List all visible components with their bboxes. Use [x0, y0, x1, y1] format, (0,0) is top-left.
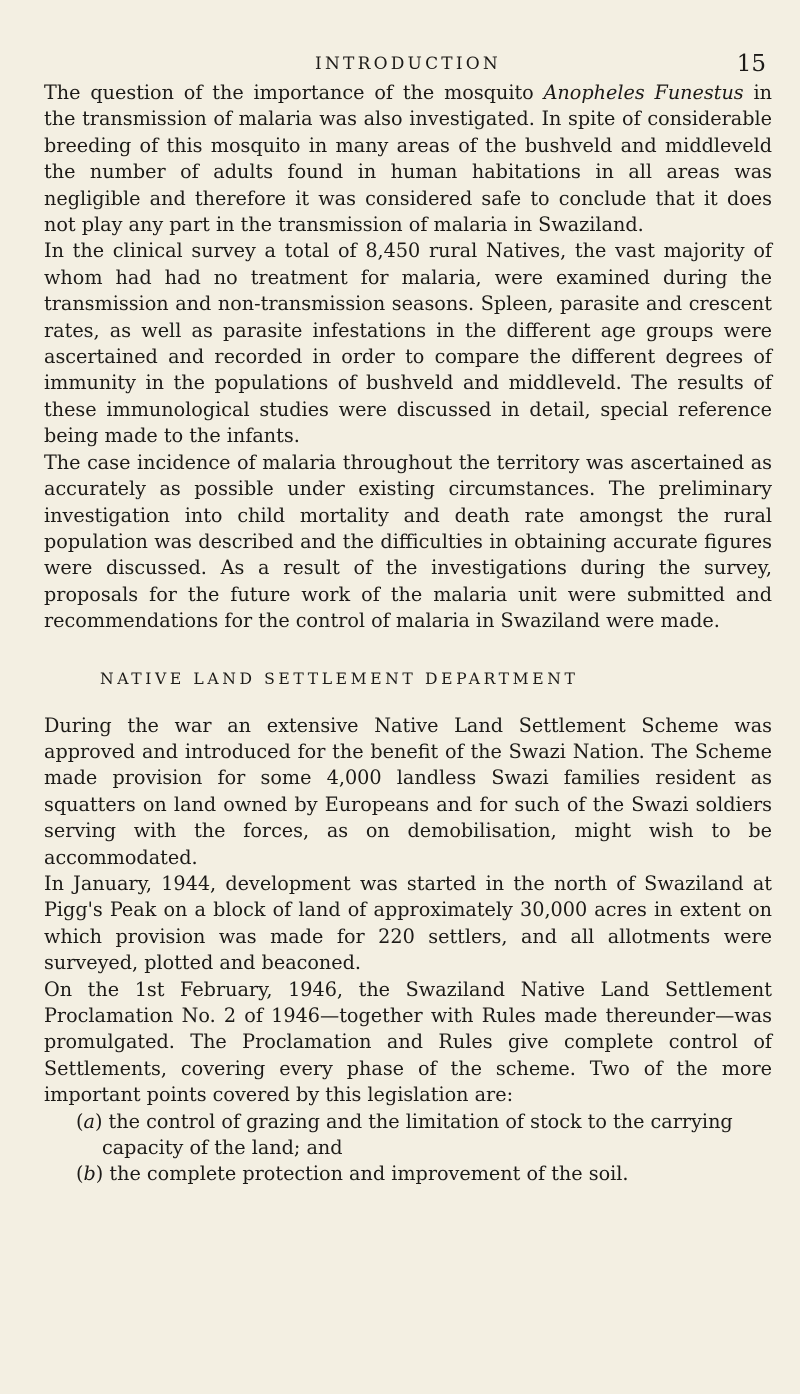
- paragraph-case-incidence: The case incidence of malaria throughout the territory was ascertained as accurately as possible under existing circumstances. The preliminary investigation into child mortality and death rate amongst the rural population was described and the difficulties in obtaining accurate figures were discussed. As a result of the investigations during the survey, proposals for the future work of the malaria unit were submitted and recommendations for the control of malaria in Swaziland were made.: [44, 450, 772, 633]
- list-item: [44, 1161, 772, 1187]
- list-marker-close: ): [95, 1162, 104, 1186]
- list-marker-open: (: [76, 1109, 84, 1133]
- paragraph-proclamation: On the 1st February, 1946, the Swaziland Native Land Settlement Proclamation No. 2 of 1946—together with Rules made thereunder—was promulgated. The Proclamation and Rules give complete control of Settlements, covering every phase of the scheme. Two of the more important points covered by this legislation are:: [44, 977, 772, 1107]
- running-title: INTRODUCTION: [315, 54, 501, 74]
- list-marker-letter: b: [83, 1162, 96, 1186]
- paragraph-settlement-scheme: During the war an extensive Native Land Settlement Scheme was approved and introduced for the benefit of the Swazi Nation. The Scheme made provision for some 4,000 landless Swazi families resident as squatters on land owned by Europeans and for such of the Swazi soldiers serving with the forces, as on demobilisation, might wish to be accommodated.: [44, 713, 772, 869]
- list-marker-letter: a: [83, 1109, 95, 1133]
- list-item-text: the control of grazing and the limitation of stock to the carrying capacity of the land; and: [102, 1109, 733, 1160]
- paragraph-mosquito: [44, 80, 772, 238]
- paragraph-clinical-survey: In the clinical survey a total of 8,450 rural Natives, the vast majority of whom had had no treatment for malaria, were examined during the transmission and non-transmission seasons. Spleen, parasite and crescent rates, as well as parasite infestations in the different age groups were ascertained and recorded in order to compare the different degrees of immunity in the populations of bushveld and middleveld. The results of these immunological studies were discussed in detail, special reference being made to the infants.: [44, 239, 772, 448]
- species-name: Anopheles Funestus: [543, 81, 744, 104]
- list-marker-open: (: [76, 1162, 84, 1186]
- page-number: 15: [736, 51, 766, 77]
- list-item-text: the complete protection and improvement of the soil.: [103, 1162, 629, 1186]
- paragraph-text: in the transmission of malaria was also investigated. In spite of considerable breeding of this mosquito in many areas of the bushveld and middleveld the number of adults found in human habitations in all areas was negligible and therefore it was considered safe to conclude that it does not play any part in the transmission of malaria in Swaziland.: [44, 81, 772, 237]
- paragraph-piggs-peak: In January, 1944, development was started in the north of Swaziland at Pigg's Peak on a block of land of approximately 30,000 acres in extent on which provision was made for 220 settlers, and all allotments were surveyed, plotted and beaconed.: [44, 871, 772, 975]
- list-marker-close: ): [94, 1109, 103, 1133]
- running-head: [44, 0, 772, 80]
- legislation-points-list: [44, 1109, 772, 1188]
- section-heading: NATIVE LAND SETTLEMENT DEPARTMENT: [100, 669, 579, 688]
- list-item: [44, 1109, 772, 1162]
- paragraph-text: The question of the importance of the mosquito: [44, 81, 544, 104]
